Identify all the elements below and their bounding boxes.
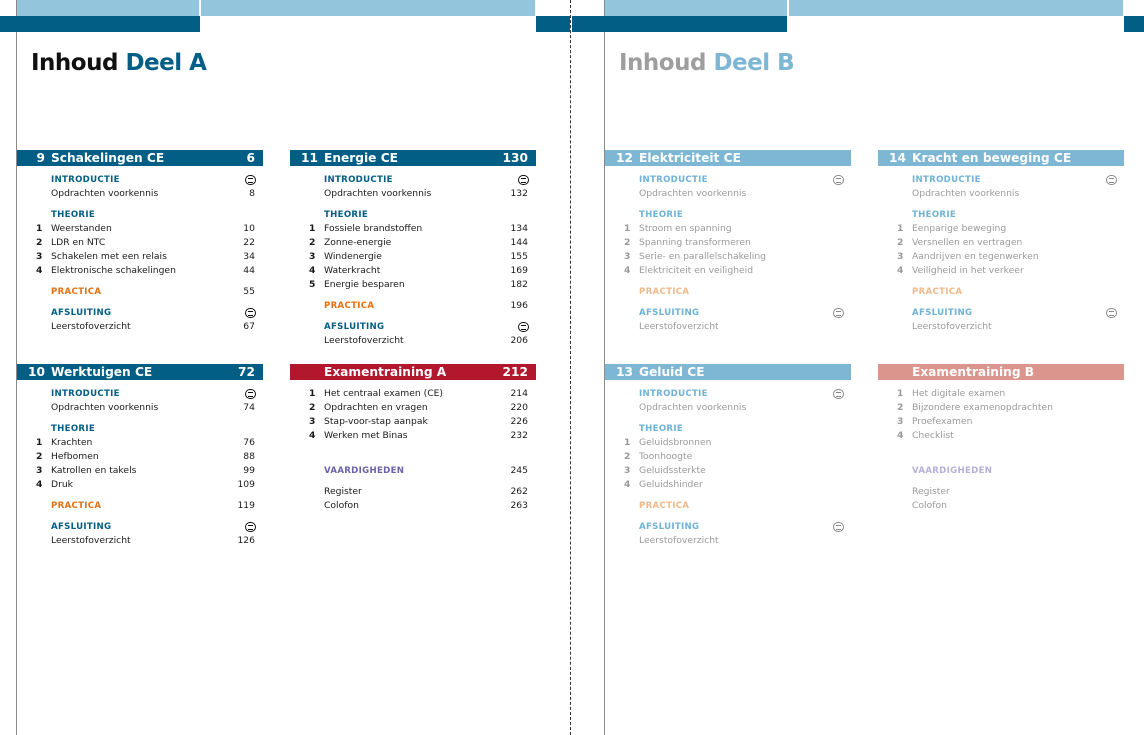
entry-number: 4 — [309, 265, 316, 276]
toc-entry[interactable] — [605, 222, 851, 236]
chapter-9-block — [17, 150, 263, 334]
toc-entry[interactable] — [605, 250, 851, 264]
entry-number: 3 — [624, 465, 631, 476]
section-label: AFSLUITING — [51, 522, 112, 532]
entry-title: Druk — [51, 479, 73, 490]
entry-number: 4 — [624, 265, 631, 276]
section-label: INTRODUCTIE — [912, 175, 981, 185]
book-icon — [518, 322, 529, 332]
section-label: THEORIE — [912, 210, 957, 220]
entry-number: 4 — [36, 265, 43, 276]
entry-number: 3 — [36, 465, 43, 476]
entry-title: Colofon — [912, 500, 947, 511]
toc-entry[interactable] — [878, 401, 1124, 415]
toc-entry[interactable] — [17, 222, 263, 236]
book-icon — [1106, 175, 1117, 185]
chapter-page: 6 — [246, 151, 255, 165]
chapter-number: 11 — [301, 151, 318, 165]
section-afsluiting[interactable] — [17, 520, 263, 534]
chapter-header[interactable] — [290, 364, 536, 380]
entry-number: 3 — [309, 416, 316, 427]
section-afsluiting[interactable] — [605, 306, 851, 320]
book-icon — [833, 175, 844, 185]
chapter-number: 10 — [28, 365, 45, 379]
entry-title: Toonhoogte — [639, 451, 693, 462]
entry-page: 67 — [243, 321, 255, 332]
section-label: PRACTICA — [639, 501, 690, 511]
entry-page: 126 — [237, 535, 255, 546]
section-practica[interactable] — [290, 299, 536, 313]
entry-number: 3 — [897, 416, 904, 427]
entry-title: Opdrachten voorkennis — [51, 188, 159, 199]
top-bar-b-dark — [572, 16, 787, 32]
entry-title: Register — [912, 486, 950, 497]
entry-number: 4 — [897, 430, 904, 441]
entry-title: Energie besparen — [324, 279, 405, 290]
section-theorie[interactable] — [17, 422, 263, 436]
entry-number: 2 — [897, 402, 904, 413]
entry-number: 1 — [897, 223, 904, 234]
chapter-number: 12 — [616, 151, 633, 165]
entry-page: 144 — [510, 237, 528, 248]
section-label: AFSLUITING — [51, 308, 112, 318]
chapter-title: Kracht en beweging CE — [912, 151, 1072, 165]
section-introductie[interactable] — [17, 173, 263, 187]
chapter-title: Examentraining A — [324, 365, 447, 379]
title-suffix: Deel A — [125, 50, 207, 76]
title-prefix: Inhoud — [31, 50, 118, 76]
entry-title: Opdrachten en vragen — [324, 402, 428, 413]
entry-number: 1 — [624, 223, 631, 234]
toc-entry[interactable] — [17, 450, 263, 464]
section-practica[interactable] — [605, 285, 851, 299]
entry-number: 1 — [309, 223, 316, 234]
chapter-title: Examentraining B — [912, 365, 1035, 379]
entry-page: 55 — [243, 286, 255, 297]
toc-entry[interactable] — [605, 534, 851, 548]
entry-page: 263 — [510, 500, 528, 511]
top-bar-a-dark — [0, 16, 200, 32]
toc-entry[interactable] — [290, 264, 536, 278]
entry-title: Leerstofoverzicht — [51, 535, 131, 546]
entry-title: Veiligheid in het verkeer — [912, 265, 1024, 276]
section-label: PRACTICA — [51, 501, 102, 511]
entry-page: 262 — [510, 486, 528, 497]
section-practica[interactable] — [17, 499, 263, 513]
entry-number: 2 — [897, 237, 904, 248]
section-label: VAARDIGHEDEN — [324, 466, 405, 476]
entry-number: 4 — [624, 479, 631, 490]
entry-title: Krachten — [51, 437, 93, 448]
entry-title: Proefexamen — [912, 416, 973, 427]
entry-page: 134 — [510, 223, 528, 234]
entry-page: 34 — [243, 251, 255, 262]
entry-number: 2 — [36, 237, 43, 248]
chapter-number: 13 — [616, 365, 633, 379]
chapter-title: Energie CE — [324, 151, 398, 165]
entry-title: Elektriciteit en veiligheid — [639, 265, 754, 276]
section-label: THEORIE — [51, 210, 96, 220]
section-practica[interactable] — [878, 285, 1124, 299]
section-label: AFSLUITING — [912, 308, 973, 318]
entry-title: Stap-voor-stap aanpak — [324, 416, 428, 427]
chapter-number: 9 — [36, 151, 45, 165]
chapter-page: 72 — [238, 365, 255, 379]
book-icon — [245, 308, 256, 318]
entry-page: 8 — [249, 188, 255, 199]
toc-entry[interactable] — [605, 320, 851, 334]
entry-title: Fossiele brandstoffen — [324, 223, 423, 234]
entry-title: Elektronische schakelingen — [51, 265, 176, 276]
section-label: THEORIE — [639, 210, 684, 220]
entry-title: Leerstofoverzicht — [639, 321, 719, 332]
entry-page: 196 — [510, 300, 528, 311]
chapter-header[interactable] — [290, 150, 536, 166]
entry-number: 4 — [897, 265, 904, 276]
entry-page: 119 — [237, 500, 255, 511]
entry-number: 3 — [309, 251, 316, 262]
section-label: INTRODUCTIE — [51, 175, 120, 185]
book-icon — [245, 522, 256, 532]
section-label: INTRODUCTIE — [639, 175, 708, 185]
book-icon — [833, 308, 844, 318]
entry-page: 214 — [510, 388, 528, 399]
entry-title: LDR en NTC — [51, 237, 106, 248]
title-prefix: Inhoud — [619, 50, 706, 76]
entry-page: 182 — [510, 279, 528, 290]
entry-number: 3 — [36, 251, 43, 262]
section-afsluiting[interactable] — [290, 320, 536, 334]
book-icon — [518, 175, 529, 185]
book-icon — [833, 522, 844, 532]
entry-number: 2 — [36, 451, 43, 462]
toc-entry[interactable] — [17, 534, 263, 548]
entry-page: 99 — [243, 465, 255, 476]
chapter-header[interactable] — [878, 150, 1124, 166]
chapter-page: 130 — [502, 151, 528, 165]
section-label: THEORIE — [324, 210, 369, 220]
chapter-14-block — [878, 150, 1124, 334]
book-icon — [245, 389, 256, 399]
toc-entry[interactable] — [605, 464, 851, 478]
section-theorie[interactable] — [878, 208, 1124, 222]
toc-entry-register[interactable] — [878, 485, 1124, 499]
toc-entry[interactable] — [17, 187, 263, 201]
top-bar-a-dark-right — [536, 16, 570, 32]
book-icon — [245, 175, 256, 185]
section-theorie[interactable] — [605, 422, 851, 436]
entry-title: Hefbomen — [51, 451, 99, 462]
toc-entry[interactable] — [290, 222, 536, 236]
section-introductie[interactable] — [605, 173, 851, 187]
toc-entry[interactable] — [290, 334, 536, 348]
section-label: PRACTICA — [639, 287, 690, 297]
chapter-header[interactable] — [605, 364, 851, 380]
entry-page: 226 — [510, 416, 528, 427]
entry-title: Leerstofoverzicht — [639, 535, 719, 546]
section-introductie[interactable] — [605, 387, 851, 401]
section-label: THEORIE — [51, 424, 96, 434]
toc-entry[interactable] — [17, 320, 263, 334]
toc-entry[interactable] — [605, 436, 851, 450]
chapter-title: Schakelingen CE — [51, 151, 165, 165]
title-suffix: Deel B — [713, 50, 795, 76]
book-icon — [833, 389, 844, 399]
entry-title: Colofon — [324, 500, 359, 511]
section-label: PRACTICA — [912, 287, 963, 297]
toc-entry[interactable] — [17, 436, 263, 450]
entry-title: Het centraal examen (CE) — [324, 388, 444, 399]
entry-number: 1 — [36, 437, 43, 448]
toc-entry[interactable] — [878, 264, 1124, 278]
toc-entry[interactable] — [17, 464, 263, 478]
entry-title: Register — [324, 486, 362, 497]
top-bar-b-dark-right — [1124, 16, 1144, 32]
entry-title: Versnellen en vertragen — [912, 237, 1023, 248]
toc-entry[interactable] — [605, 236, 851, 250]
toc-entry[interactable] — [290, 415, 536, 429]
spine-fold-line — [570, 0, 571, 735]
toc-entry[interactable] — [290, 250, 536, 264]
section-label: AFSLUITING — [639, 522, 700, 532]
entry-title: Serie- en parallelschakeling — [639, 251, 766, 262]
section-label: PRACTICA — [51, 287, 102, 297]
entry-number: 2 — [309, 237, 316, 248]
section-label: INTRODUCTIE — [51, 389, 120, 399]
top-bar-a-light-right — [201, 0, 535, 16]
section-label: PRACTICA — [324, 301, 375, 311]
chapter-10-block — [17, 364, 263, 548]
entry-number: 3 — [897, 251, 904, 262]
chapter-13-block — [605, 364, 851, 548]
section-label: VAARDIGHEDEN — [912, 466, 993, 476]
entry-number: 2 — [624, 451, 631, 462]
toc-entry[interactable] — [17, 478, 263, 492]
entry-page: 74 — [243, 402, 255, 413]
entry-title: Geluidshinder — [639, 479, 703, 490]
entry-page: 88 — [243, 451, 255, 462]
entry-page: 76 — [243, 437, 255, 448]
chapter-header[interactable] — [605, 150, 851, 166]
toc-entry[interactable] — [290, 236, 536, 250]
entry-number: 1 — [624, 437, 631, 448]
entry-number: 1 — [36, 223, 43, 234]
section-label: INTRODUCTIE — [324, 175, 393, 185]
entry-title: Leerstofoverzicht — [324, 335, 404, 346]
entry-page: 155 — [510, 251, 528, 262]
section-label: INTRODUCTIE — [639, 389, 708, 399]
page-title-deel-a — [31, 50, 206, 76]
toc-entry[interactable] — [290, 278, 536, 292]
entry-number: 5 — [309, 279, 316, 290]
entry-page: 10 — [243, 223, 255, 234]
chapter-title: Geluid CE — [639, 365, 705, 379]
section-introductie[interactable] — [17, 387, 263, 401]
chapter-header[interactable] — [17, 364, 263, 380]
toc-entry-colofon[interactable] — [878, 499, 1124, 513]
chapter-number: 14 — [889, 151, 906, 165]
entry-number: 4 — [309, 430, 316, 441]
entry-page: 245 — [510, 465, 528, 476]
entry-title: Weerstanden — [51, 223, 112, 234]
entry-title: Windenergie — [324, 251, 382, 262]
entry-title: Opdrachten voorkennis — [639, 402, 747, 413]
toc-entry[interactable] — [17, 236, 263, 250]
toc-entry[interactable] — [605, 478, 851, 492]
examentraining-a-block — [290, 364, 536, 513]
entry-page: 44 — [243, 265, 255, 276]
section-label: AFSLUITING — [639, 308, 700, 318]
chapter-page: 212 — [502, 365, 528, 379]
toc-entry-colofon[interactable] — [290, 499, 536, 513]
entry-title: Werken met Binas — [324, 430, 408, 441]
chapter-header[interactable] — [17, 150, 263, 166]
section-vaardigheden[interactable] — [290, 464, 536, 478]
entry-title: Geluidsbronnen — [639, 437, 712, 448]
toc-entry[interactable] — [17, 401, 263, 415]
toc-entry[interactable] — [878, 187, 1124, 201]
entry-page: 22 — [243, 237, 255, 248]
entry-title: Stroom en spanning — [639, 223, 732, 234]
entry-title: Geluidssterkte — [639, 465, 706, 476]
toc-entry[interactable] — [605, 401, 851, 415]
toc-entry[interactable] — [290, 401, 536, 415]
entry-title: Zonne-energie — [324, 237, 392, 248]
entry-title: Katrollen en takels — [51, 465, 137, 476]
entry-number: 1 — [309, 388, 316, 399]
entry-title: Checklist — [912, 430, 954, 441]
page-title-deel-b — [619, 50, 794, 76]
entry-page: 206 — [510, 335, 528, 346]
section-introductie[interactable] — [290, 173, 536, 187]
chapter-header[interactable] — [878, 364, 1124, 380]
entry-title: Spanning transformeren — [639, 237, 751, 248]
chapter-12-block — [605, 150, 851, 334]
entry-title: Leerstofoverzicht — [912, 321, 992, 332]
section-afsluiting[interactable] — [605, 520, 851, 534]
section-practica[interactable] — [605, 499, 851, 513]
entry-title: Aandrijven en tegenwerken — [912, 251, 1039, 262]
section-introductie[interactable] — [878, 173, 1124, 187]
toc-entry[interactable] — [605, 264, 851, 278]
toc-entry[interactable] — [605, 450, 851, 464]
toc-entry[interactable] — [878, 236, 1124, 250]
entry-title: Leerstofoverzicht — [51, 321, 131, 332]
entry-title: Het digitale examen — [912, 388, 1006, 399]
toc-entry[interactable] — [878, 222, 1124, 236]
toc-entry[interactable] — [878, 387, 1124, 401]
top-bar-a-light-left — [17, 0, 199, 16]
entry-number: 2 — [624, 237, 631, 248]
toc-entry[interactable] — [290, 387, 536, 401]
entry-title: Waterkracht — [324, 265, 381, 276]
toc-entry[interactable] — [17, 250, 263, 264]
entry-title: Bijzondere examenopdrachten — [912, 402, 1053, 413]
toc-entry[interactable] — [878, 250, 1124, 264]
entry-title: Opdrachten voorkennis — [324, 188, 432, 199]
entry-page: 169 — [510, 265, 528, 276]
chapter-title: Werktuigen CE — [51, 365, 153, 379]
section-theorie[interactable] — [290, 208, 536, 222]
section-label: AFSLUITING — [324, 322, 385, 332]
toc-entry-register[interactable] — [290, 485, 536, 499]
chapter-11-block — [290, 150, 536, 348]
top-bar-b-light-left — [605, 0, 787, 16]
entry-title: Eenparige beweging — [912, 223, 1007, 234]
section-afsluiting[interactable] — [17, 306, 263, 320]
toc-entry[interactable] — [878, 415, 1124, 429]
toc-entry[interactable] — [290, 187, 536, 201]
section-vaardigheden[interactable] — [878, 464, 1124, 478]
section-afsluiting[interactable] — [878, 306, 1124, 320]
toc-entry[interactable] — [17, 264, 263, 278]
toc-entry[interactable] — [290, 429, 536, 443]
entry-number: 1 — [897, 388, 904, 399]
toc-entry[interactable] — [878, 429, 1124, 443]
section-practica[interactable] — [17, 285, 263, 299]
entry-title: Schakelen met een relais — [51, 251, 167, 262]
entry-title: Opdrachten voorkennis — [51, 402, 159, 413]
toc-entry[interactable] — [605, 187, 851, 201]
entry-page: 109 — [237, 479, 255, 490]
entry-page: 232 — [510, 430, 528, 441]
entry-page: 132 — [510, 188, 528, 199]
entry-title: Opdrachten voorkennis — [912, 188, 1020, 199]
toc-entry[interactable] — [878, 320, 1124, 334]
top-bar-b-light-right — [789, 0, 1123, 16]
entry-title: Opdrachten voorkennis — [639, 188, 747, 199]
entry-number: 2 — [309, 402, 316, 413]
section-theorie[interactable] — [605, 208, 851, 222]
chapter-title: Elektriciteit CE — [639, 151, 741, 165]
entry-number: 3 — [624, 251, 631, 262]
section-theorie[interactable] — [17, 208, 263, 222]
book-icon — [1106, 308, 1117, 318]
section-label: THEORIE — [639, 424, 684, 434]
entry-page: 220 — [510, 402, 528, 413]
entry-number: 4 — [36, 479, 43, 490]
examentraining-b-block — [878, 364, 1124, 513]
